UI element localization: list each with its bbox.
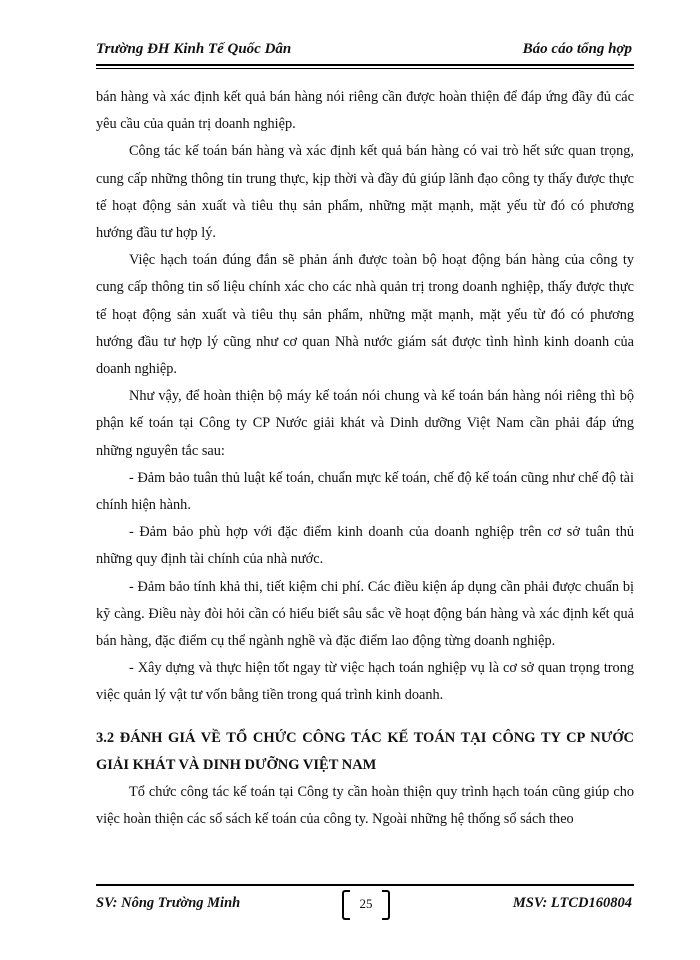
paragraph: Việc hạch toán đúng đắn sẽ phản ánh được toàn bộ hoạt động bán hàng của công ty cung cấp thông tin số liệu chính xác cho các nhà quản trị trong doanh nghiệp, thấy được thực tế hoạt động sản xuất và tiêu thụ sản phẩm, những mặt mạnh, mặt yếu từ đó có phương hướng đầu tư hợp lý cũng như cơ quan Nhà nước giám sát được tình hình kinh doanh của doanh nghiệp. [96,252,634,378]
list-item: - Đảm bảo tuân thủ luật kế toán, chuẩn mực kế toán, chế độ kế toán cũng như chế độ tài chính hiện hành. [96,469,634,514]
left-bracket-icon [342,890,350,920]
right-bracket-icon [382,890,390,920]
list-item: - Đảm bảo phù hợp với đặc điểm kinh doanh của doanh nghiệp trên cơ sở tuân thủ những quy định tài chính của nhà nước. [96,524,634,568]
paragraph: Như vậy, để hoàn thiện bộ máy kế toán nói chung và kế toán bán hàng nói riêng thì bộ phận kế toán tại Công ty CP Nước giải khát và Dinh dưỡng Việt Nam cần phải đáp ứng những nguyên tắc sau: [96,388,634,459]
footer-rule [96,884,634,886]
paragraph: bán hàng và xác định kết quả bán hàng nói riêng cần được hoàn thiện để đáp ứng đầy đủ các yêu cầu của quản trị doanh nghiệp. [96,89,634,133]
page-number-box [342,890,390,918]
list-item: - Đảm bảo tính khả thi, tiết kiệm chi phí. Các điều kiện áp dụng cần phải được chuẩn bị kỹ càng. Điều này đòi hỏi cần có hiểu biết sâu sắc về hoạt động bán hàng và xác định kết quả bán hàng, đặc điểm cụ thể ngành nghề và đặc điểm lao động từng doanh nghiệp. [96,578,634,650]
page-header [96,40,632,58]
header-report-type: Báo cáo tổng hợp [522,41,632,57]
document-body [96,84,634,833]
paragraph: Công tác kế toán bán hàng và xác định kết quả bán hàng có vai trò hết sức quan trọng, cung cấp những thông tin trung thực, kịp thời và đầy đủ giúp lãnh đạo công ty thấy được thực tế hoạt động sản xuất và tiêu thụ sản phẩm, những mặt mạnh, mặt yếu từ đó có phương hướng đầu tư hợp lý. [96,143,634,242]
page-number: 25 [359,896,373,911]
footer-student-name: SV: Nông Trường Minh [96,895,241,911]
section-heading: 3.2 ĐÁNH GIÁ VỀ TỔ CHỨC CÔNG TÁC KẾ TOÁN TẠI CÔNG TY CP NƯỚC GIẢI KHÁT VÀ DINH DƯỠNG VIỆT NAM [96,729,634,773]
paragraph: Tổ chức công tác kế toán tại Công ty cần hoàn thiện quy trình hạch toán cũng giúp cho việc hoàn thiện các sổ sách kế toán của công ty. Ngoài những hệ thống sổ sách theo [96,783,634,827]
header-rule [96,64,634,69]
footer-student-id: MSV: LTCD160804 [512,895,632,911]
header-university: Trường ĐH Kinh Tế Quốc Dân [96,41,292,57]
list-item: - Xây dựng và thực hiện tốt ngay từ việc hạch toán nghiệp vụ là cơ sở quan trọng trong việc quản lý vật tư vốn bằng tiền trong quá trình kinh doanh. [96,660,634,704]
